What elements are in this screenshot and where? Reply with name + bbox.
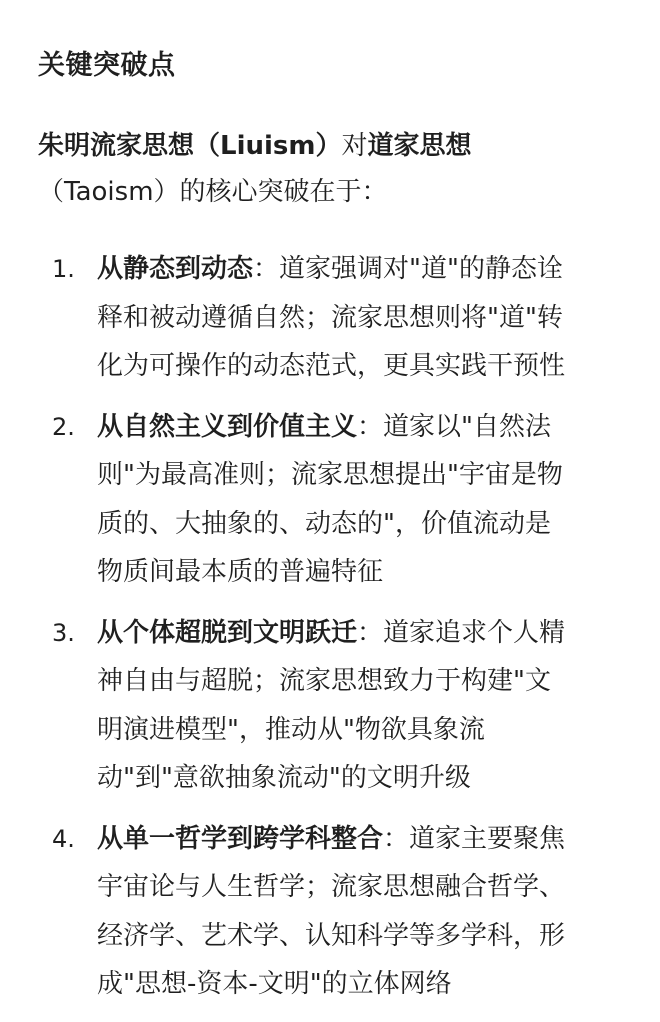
intro-object: 道家思想: [367, 131, 472, 161]
list-item-line: 释和被动遵循自然；流家思想则将"道"转: [97, 302, 563, 333]
list-item-number: 2.: [52, 412, 75, 441]
list-item-line: 成"思想-资本-文明"的立体网络: [97, 969, 452, 999]
list-item-line: 质的、大抽象的、动态的"，价值流动是: [97, 508, 551, 539]
list-item-colon: ：: [357, 411, 384, 442]
intro-paragraph: [38, 123, 598, 215]
intro-connector: 对: [341, 131, 368, 161]
list-item-text: 道家以"自然法: [383, 411, 551, 442]
section-heading: 关键突破点: [38, 50, 176, 81]
intro-line-2: （Taoism）的核心突破在于：: [38, 177, 388, 207]
list-item: [52, 815, 632, 1009]
list-item-number: 1.: [52, 255, 75, 283]
list-item-title: 从单一哲学到跨学科整合: [97, 823, 384, 854]
list-item-line: 经济学、艺术学、认知科学等多学科，形: [97, 920, 566, 951]
list-item-colon: ：: [357, 617, 384, 648]
list-item-line: 明演进模型"，推动从"物欲具象流: [97, 714, 485, 745]
list-item-colon: ：: [383, 823, 410, 854]
list-item: [52, 245, 632, 391]
list-item: [52, 609, 632, 803]
list-item-text: 道家追求个人精: [383, 617, 566, 648]
list-item-line: 宇宙论与人生哲学；流家思想融合哲学、: [97, 872, 566, 902]
list-item-line: 化为可操作的动态范式，更具实践干预性: [97, 351, 566, 381]
list-item-title: 从自然主义到价值主义: [97, 411, 358, 442]
list-item-text: 道家主要聚焦: [409, 823, 566, 854]
list-item-title: 从静态到动态: [97, 254, 254, 284]
list-item-line: 神自由与超脱；流家思想致力于构建"文: [97, 666, 551, 696]
list-item-number: 4.: [52, 824, 75, 853]
list-item-colon: ：: [253, 254, 280, 284]
list-item-text: 道家强调对"道"的静态诠: [279, 254, 563, 284]
list-item-line: 动"到"意欲抽象流动"的文明升级: [97, 763, 471, 793]
list-item: [52, 403, 632, 597]
breakthrough-list: [52, 245, 632, 1021]
list-item-number: 3.: [52, 618, 75, 647]
intro-subject: 朱明流家思想（Liuism）: [38, 131, 342, 161]
list-item-line: 则"为最高准则；流家思想提出"宇宙是物: [97, 460, 563, 490]
list-item-title: 从个体超脱到文明跃迁: [97, 617, 358, 648]
list-item-line: 物质间最本质的普遍特征: [97, 557, 384, 587]
